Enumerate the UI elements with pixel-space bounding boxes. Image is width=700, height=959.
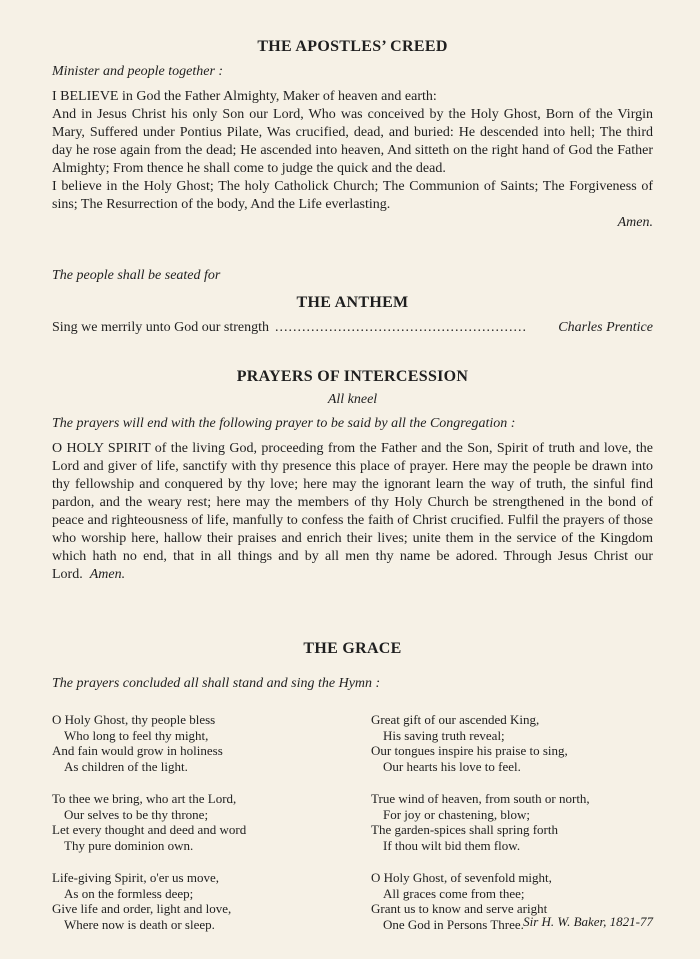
hymn-verse — [371, 712, 651, 774]
hymn-line: Who long to feel thy might, — [64, 727, 209, 743]
hymn-line: True wind of heaven, from south or north, — [371, 791, 590, 806]
prayer-amen: Amen. — [89, 567, 126, 582]
creed-title: THE APOSTLES’ CREED — [257, 38, 448, 55]
hymn-line: Great gift of our ascended King, — [371, 712, 540, 727]
hymn-line: O Holy Ghost, of sevenfold might, — [371, 870, 552, 885]
hymn-line: Give life and order, light and love, — [52, 901, 232, 916]
prayer-body: O HOLY SPIRIT of the living God, proceeding from the Father and the Son, Spirit of truth and love, the Lord and giver of life, sanctify with thy presence this place of prayer. Here may the people be drawn into thy fellowship and conquered by thy love; here may the ignorant learn the way of truth, the sinful find pardon, and the weary rest; here may the members of thy Holy Church be strengthened in the bond of peace and righteousness of life, manfully to confess the faith of Christ crucified. Fulfil the prayers of those who worship here, hallow their praises and enrich their lives; unite them in the service of the Kingdom which hath no end, that in all things and by all men thy name be adored. Through Jesus Christ our Lord. — [52, 441, 653, 582]
hymn-line: Life-giving Spirit, o'er us move, — [52, 870, 219, 885]
hymn-line: The garden-spices shall spring forth — [371, 822, 559, 837]
creed-paragraph-2: And in Jesus Christ his only Son our Lord, Who was conceived by the Holy Ghost, Born of the Virgin Mary, Suffered under Pontius Pilate, Was crucified, dead, and buried: He descended into hell; The third day he rose again from the dead; He ascended into heaven, And sitteth on the right hand of God the Father Almighty; From thence he shall come to judge the quick and the dead. — [52, 107, 653, 176]
creed-paragraph-1: I BELIEVE in God the Father Almighty, Maker of heaven and earth: — [52, 89, 437, 104]
hymn-line: For joy or chastening, blow; — [383, 806, 530, 822]
hymn-line: One God in Persons Three. — [383, 916, 524, 932]
hymn-line: If thou wilt bid them flow. — [383, 837, 521, 853]
hymn-line: O Holy Ghost, thy people bless — [52, 712, 216, 727]
prayers-rubric: The prayers will end with the following prayer to be said by all the Congregation : — [52, 416, 516, 431]
grace-title: THE GRACE — [303, 640, 402, 657]
prayers-title: PRAYERS OF INTERCESSION — [236, 368, 469, 385]
creed-paragraph-3: I believe in the Holy Ghost; The holy Catholick Church; The Communion of Saints; The Forgiveness of sins; The Resurrection of the body, And the Life everlasting. — [52, 179, 653, 212]
anthem-title: THE ANTHEM — [296, 294, 409, 311]
anthem-text: Sing we merrily unto God our strength — [52, 320, 269, 335]
hymn-verse — [371, 791, 651, 853]
hymn-column-left — [52, 712, 332, 949]
hymn-line: Where now is death or sleep. — [64, 916, 215, 932]
hymn-line: To thee we bring, who art the Lord, — [52, 791, 237, 806]
creed-section — [52, 38, 653, 232]
grace-rubric: The prayers concluded all shall stand and sing the Hymn : — [52, 676, 381, 691]
prayers-kneel: All kneel — [327, 392, 378, 407]
seated-rubric: The people shall be seated for — [52, 268, 221, 283]
hymn-line: Our tongues inspire his praise to sing, — [371, 743, 568, 758]
creed-rubric: Minister and people together : — [52, 64, 224, 79]
hymn-line: Grant us to know and serve aright — [371, 901, 548, 916]
anthem-section — [52, 294, 653, 336]
hymn-verse — [52, 791, 332, 853]
hymn-line: Our hearts his love to feel. — [383, 758, 521, 774]
grace-section — [52, 640, 653, 692]
anthem-leader-dots: ........................................................ — [274, 320, 527, 335]
prayers-section — [52, 368, 653, 584]
anthem-line — [52, 320, 653, 336]
hymn-line: As children of the light. — [64, 758, 188, 774]
creed-amen: Amen. — [617, 215, 653, 230]
hymn-line: Thy pure dominion own. — [64, 837, 194, 853]
anthem-composer: Charles Prentice — [558, 320, 653, 335]
hymn-line: Let every thought and deed and word — [52, 822, 247, 837]
hymn-verse — [52, 712, 332, 774]
hymn-line: As on the formless deep; — [64, 885, 194, 901]
hymn-line: And fain would grow in holiness — [52, 743, 223, 758]
hymn-line: Our selves to be thy throne; — [64, 806, 209, 822]
prayer-text — [52, 440, 653, 584]
hymn-verse — [52, 870, 332, 932]
hymn-line: His saving truth reveal; — [383, 727, 505, 743]
hymn-line: All graces come from thee; — [383, 885, 525, 901]
hymn-author: Sir H. W. Baker, 1821-77 — [523, 914, 653, 929]
